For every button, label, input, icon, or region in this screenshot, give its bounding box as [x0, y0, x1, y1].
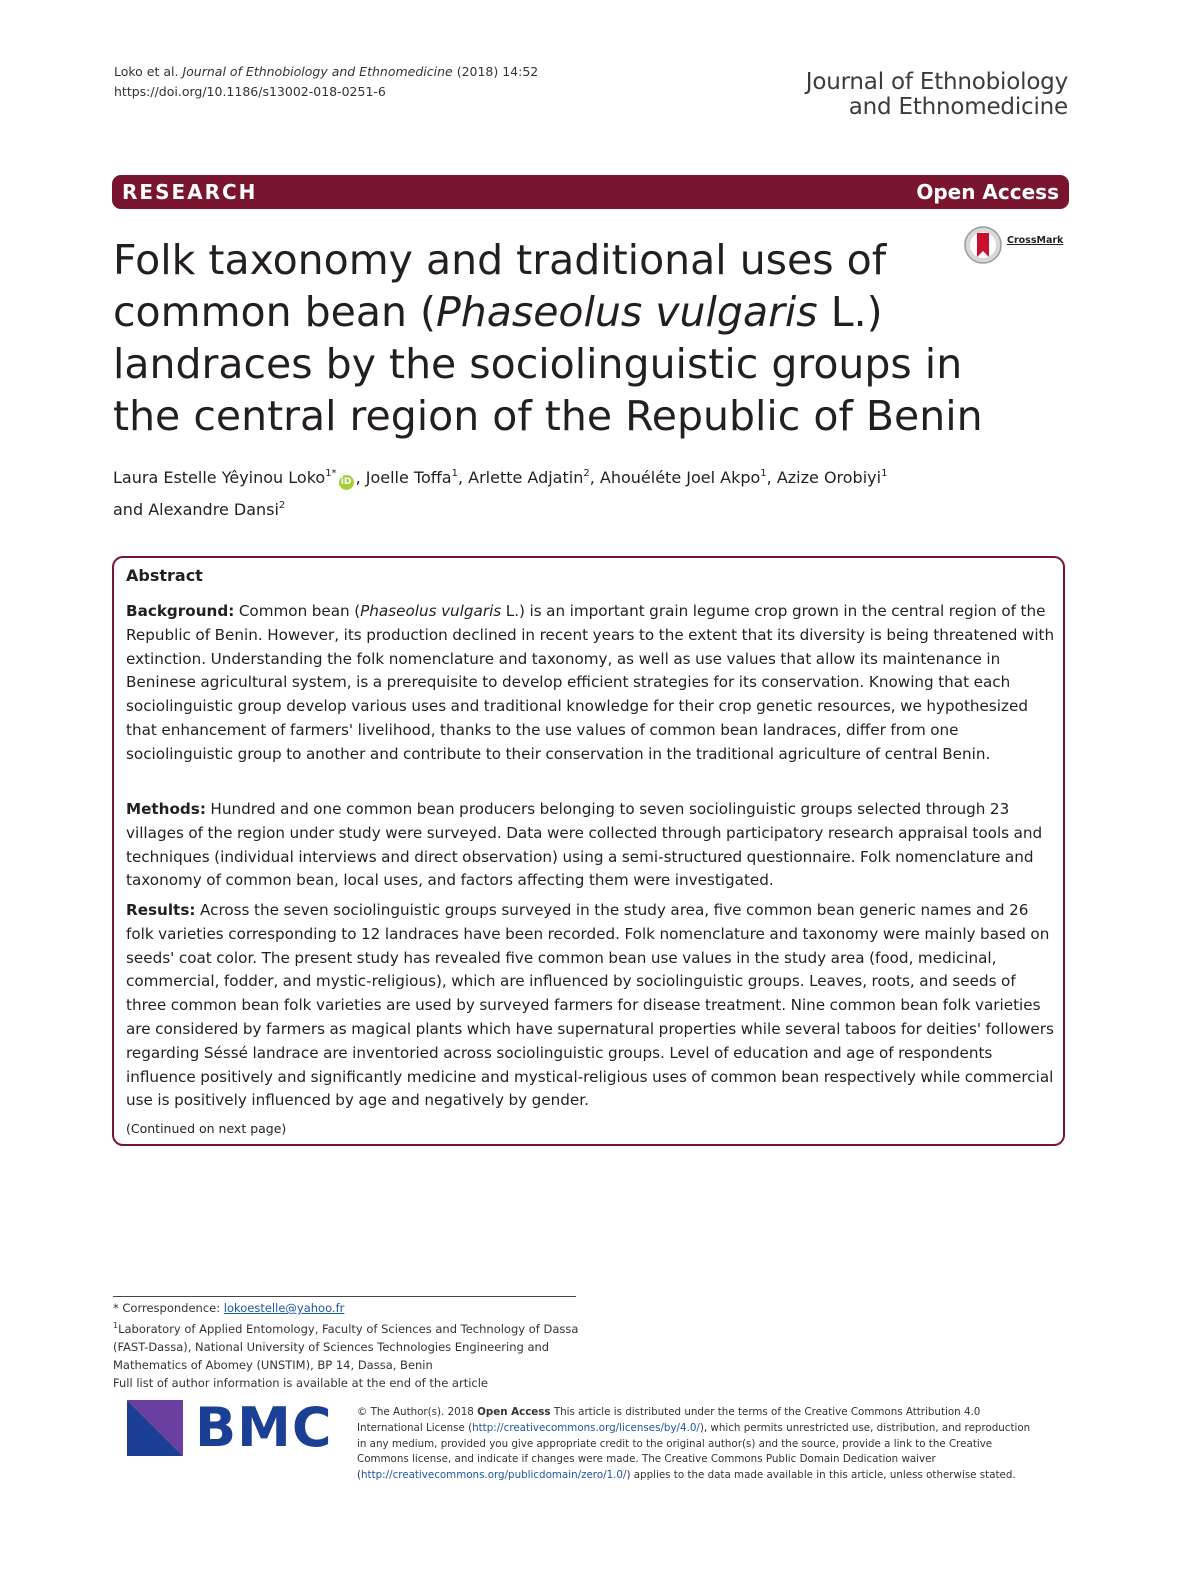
author-4-affil: 1: [760, 468, 767, 479]
citation-journal: Journal of Ethnobiology and Ethnomedicine: [182, 64, 453, 79]
journal-logo: [806, 70, 1068, 120]
title-line-2: [113, 286, 963, 338]
title-species-name: Phaseolus vulgaris: [436, 288, 818, 336]
abstract-methods: [126, 798, 1056, 893]
correspondence-label: * Correspondence:: [113, 1301, 221, 1315]
article-title: [113, 234, 983, 442]
license-link-cc0[interactable]: http://creativecommons.org/publicdomain/zero/1.0/: [361, 1469, 627, 1482]
journal-logo-line2: and Ethnomedicine: [848, 94, 1068, 120]
crossmark-label: CrossMark: [1007, 235, 1064, 246]
methods-text: Hundred and one common bean producers belonging to seven sociolinguistic groups selected through 23 villages of the region under study were surveyed. Data were collected through participatory research appraisal tools and techniques (individual interviews and direct observation) using a semi-structured questionnaire. Folk nomenclature and taxonomy of common bean, local uses, and factors affecting them were investigated.: [126, 800, 1043, 890]
affiliation-text: Laboratory of Applied Entomology, Faculty of Sciences and Technology of Dassa (FAST-Dassa), National University of Sciences Technologies Engineering and Mathematics of Abomey (UNSTIM), BP 14, Dassa, Benin: [113, 1321, 579, 1372]
license-link-cc-by[interactable]: http://creativecommons.org/licenses/by/4.0/: [472, 1421, 700, 1434]
continued-note: (Continued on next page): [126, 1121, 287, 1136]
license-part-2: This article is distributed under the terms of the Creative Commons Attribution 4.0 International License (: [357, 1406, 981, 1434]
affiliation: [113, 1317, 593, 1374]
citation-authors: Loko et al.: [114, 64, 179, 79]
author-list: [113, 460, 1013, 524]
bmc-logo-text: BMC: [195, 1396, 333, 1459]
title-line-2-pre: common bean (: [113, 288, 436, 336]
background-text-pre: Common bean (: [234, 602, 361, 620]
abstract-background: [126, 600, 1056, 767]
footnote-divider: [113, 1296, 576, 1297]
author-2-affil: 1: [451, 468, 458, 479]
abstract-box: [112, 556, 1065, 1146]
orcid-icon[interactable]: iD: [339, 475, 354, 490]
results-text: Across the seven sociolinguistic groups surveyed in the study area, five common bean generic names and 26 folk varieties corresponding to 12 landraces have been recorded. Folk nomenclature and taxonomy were mainly based on seeds' coat color. The present study has revealed five common bean use values in the study area (food, medicinal, commercial, fodder, and mystic-religious), which are influenced by sociolinguistic groups. Leaves, roots, and seeds of three common bean folk varieties are used by surveyed farmers for disease treatment. Nine common bean folk varieties are considered by farmers as magical plants which have supernatural properties while several taboos for deities' followers regarding Séssé landrace are inventoried across sociolinguistic groups. Level of education and age of respondents influence positively and significantly medicine and mystical-religious uses of common bean respectively while commercial use is positively influenced by age and negatively by gender.: [126, 901, 1054, 1110]
license-part-3: ), which permits unrestricted use, distribution, and reproduction in any medium, provided you give appropriate credit to the original author(s) and the source, provide a link to the Creative Commons license, and indicate if changes were made. The Creative Commons Public Domain Dedication waiver (: [357, 1421, 1031, 1482]
crossmark-icon: [963, 225, 1003, 265]
author-6: and Alexandre Dansi: [113, 500, 279, 519]
citation-volume: (2018) 14:52: [456, 64, 539, 79]
methods-label: Methods:: [126, 800, 206, 818]
license-statement: [357, 1405, 1037, 1484]
author-4: , Ahouéléte Joel Akpo: [589, 468, 761, 487]
bmc-logo: [127, 1396, 337, 1459]
open-access-label: Open Access: [916, 180, 1059, 204]
footnotes: [113, 1299, 593, 1392]
affiliation-number: 1: [113, 1321, 119, 1330]
doi-link[interactable]: https://doi.org/10.1186/s13002-018-0251-6: [114, 84, 386, 99]
section-label: RESEARCH: [122, 180, 258, 204]
background-species: Phaseolus vulgaris: [360, 602, 502, 620]
author-1-affil: 1*: [325, 468, 337, 479]
citation-line: [114, 64, 538, 79]
results-label: Results:: [126, 901, 196, 919]
author-5-affil: 1: [881, 468, 888, 479]
title-line-4: the central region of the Republic of Benin: [113, 392, 983, 440]
author-3: , Arlette Adjatin: [457, 468, 584, 487]
author-6-affil: 2: [278, 500, 286, 511]
background-label: Background:: [126, 602, 235, 620]
license-part-1: © The Author(s). 2018: [357, 1406, 478, 1418]
title-line-1: Folk taxonomy and traditional uses of: [113, 236, 887, 284]
bmc-logo-icon: [127, 1400, 183, 1456]
author-1: Laura Estelle Yêyinou Loko: [113, 468, 326, 487]
background-text: L.) is an important grain legume crop grown in the central region of the Republic of Benin. However, its production declined in recent years to the extent that its diversity is being threatened with extinction. Understanding the folk nomenclature and taxonomy, as well as use values that allow its maintenance in Beninese agricultural system, is a prerequisite to develop efficient strategies for its conservation. Knowing that each sociolinguistic group develop various uses and traditional knowledge for their crop genetic resources, we hypothesized that enhancement of farmers' livelihood, thanks to the use values of common bean landraces, differ from one sociolinguistic group to another and contribute to their conservation in the traditional agriculture of central Benin.: [126, 602, 1055, 763]
license-part-4: ) applies to the data made available in this article, unless otherwise stated.: [626, 1469, 1016, 1482]
license-open-access: Open Access: [477, 1406, 551, 1418]
abstract-heading: Abstract: [126, 566, 203, 585]
crossmark-badge[interactable]: [963, 225, 1073, 265]
author-info-note: Full list of author information is available at the end of the article: [113, 1375, 488, 1390]
author-5: , Azize Orobiyi: [766, 468, 882, 487]
abstract-results: [126, 899, 1056, 1113]
article-type-banner: [112, 175, 1069, 209]
correspondence-email[interactable]: lokoestelle@yahoo.fr: [223, 1301, 345, 1315]
title-line-2-post: L.): [817, 288, 883, 336]
journal-logo-line1: Journal of Ethnobiology: [805, 69, 1068, 95]
author-2: , Joelle Toffa: [355, 468, 452, 487]
correspondence: [113, 1299, 593, 1317]
title-line-3: landraces by the sociolinguistic groups in: [113, 340, 963, 388]
author-3-affil: 2: [583, 468, 590, 479]
